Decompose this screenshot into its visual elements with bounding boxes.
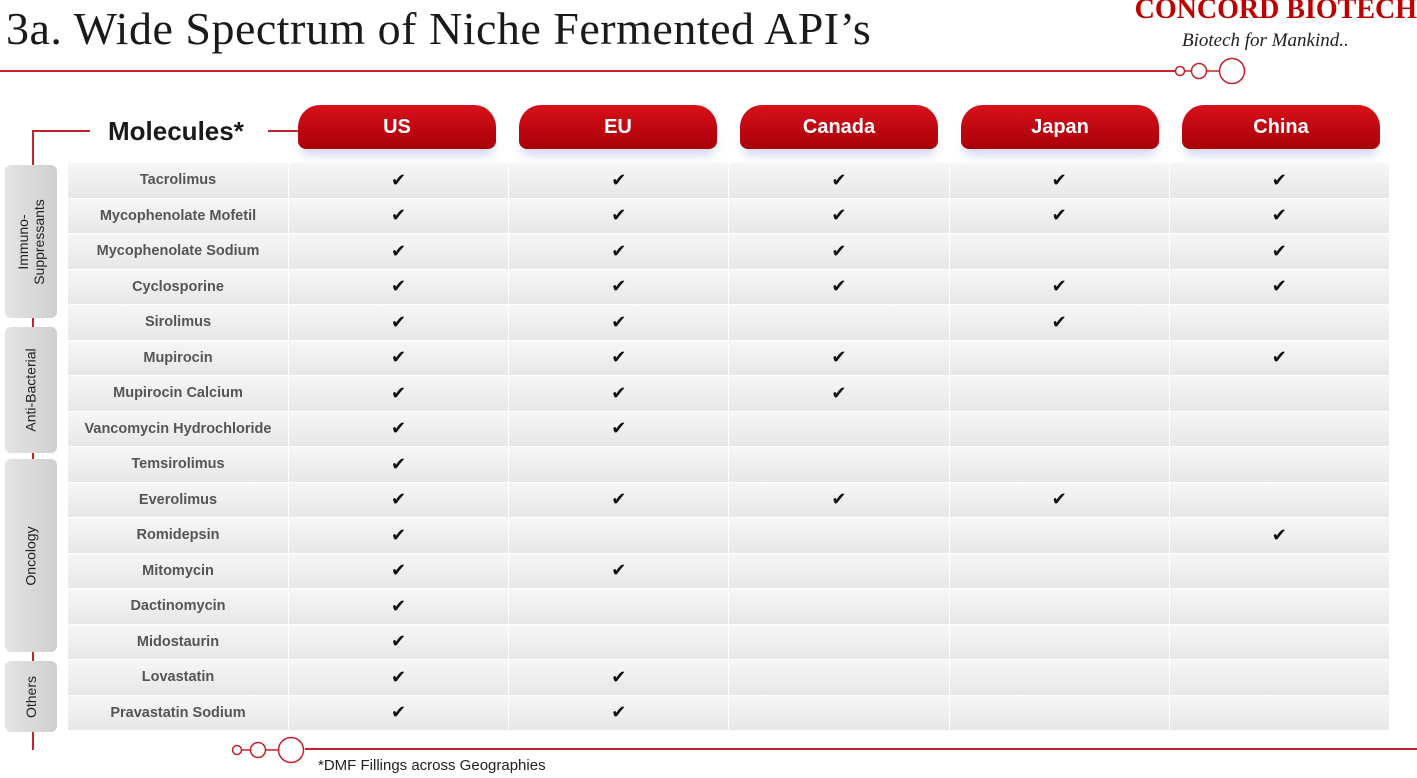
- molecule-name: Tacrolimus: [68, 163, 289, 199]
- check-icon: ✔: [729, 376, 949, 412]
- check-icon: ✔: [509, 270, 729, 306]
- column-header-japan: Japan: [961, 105, 1159, 149]
- molecule-name: Pravastatin Sodium: [68, 696, 289, 732]
- footnote: *DMF Fillings across Geographies: [318, 757, 546, 774]
- empty-cell: [729, 447, 949, 483]
- check-icon: ✔: [289, 447, 509, 483]
- header-rule-mid: [268, 130, 298, 132]
- check-icon: ✔: [950, 163, 1170, 199]
- molecules-header: Molecules*: [108, 116, 244, 146]
- column-header-canada: Canada: [740, 105, 938, 149]
- empty-cell: [1170, 696, 1390, 732]
- check-icon: ✔: [729, 270, 949, 306]
- molecule-name: Mycophenolate Sodium: [68, 234, 289, 270]
- check-icon: ✔: [729, 163, 949, 199]
- check-icon: ✔: [289, 234, 509, 270]
- empty-cell: [1170, 376, 1390, 412]
- check-icon: ✔: [289, 305, 509, 341]
- title-divider: [0, 70, 1185, 72]
- empty-cell: [1170, 305, 1390, 341]
- check-icon: ✔: [509, 234, 729, 270]
- brand-logo-text: CONCORD BIOTECH: [1134, 0, 1417, 25]
- empty-cell: [729, 696, 949, 732]
- empty-cell: [729, 660, 949, 696]
- empty-cell: [950, 554, 1170, 590]
- table-row: [68, 163, 1390, 199]
- check-icon: ✔: [289, 483, 509, 519]
- check-icon: ✔: [289, 660, 509, 696]
- empty-cell: [1170, 447, 1390, 483]
- molecule-name: Midostaurin: [68, 625, 289, 661]
- table-row: [68, 660, 1390, 696]
- check-icon: ✔: [289, 518, 509, 554]
- check-icon: ✔: [950, 199, 1170, 235]
- check-icon: ✔: [509, 412, 729, 448]
- check-icon: ✔: [289, 163, 509, 199]
- dmf-table: [68, 163, 1390, 731]
- empty-cell: [1170, 483, 1390, 519]
- check-icon: ✔: [729, 234, 949, 270]
- check-icon: ✔: [289, 696, 509, 732]
- page-title: 3a. Wide Spectrum of Niche Fermented API’s: [6, 3, 872, 54]
- table-row: [68, 696, 1390, 732]
- table-row: [68, 199, 1390, 235]
- empty-cell: [1170, 625, 1390, 661]
- check-icon: ✔: [509, 696, 729, 732]
- molecule-name: Cyclosporine: [68, 270, 289, 306]
- column-header-eu: EU: [519, 105, 717, 149]
- check-icon: ✔: [1170, 341, 1390, 377]
- check-icon: ✔: [289, 554, 509, 590]
- brand-tagline: Biotech for Mankind..: [1182, 30, 1349, 51]
- check-icon: ✔: [729, 483, 949, 519]
- empty-cell: [950, 234, 1170, 270]
- empty-cell: [509, 447, 729, 483]
- check-icon: ✔: [950, 270, 1170, 306]
- molecule-name: Vancomycin Hydrochloride: [68, 412, 289, 448]
- check-icon: ✔: [509, 199, 729, 235]
- table-row: [68, 270, 1390, 306]
- molecule-name: Lovastatin: [68, 660, 289, 696]
- check-icon: ✔: [289, 376, 509, 412]
- table-row: [68, 376, 1390, 412]
- empty-cell: [950, 376, 1170, 412]
- check-icon: ✔: [289, 625, 509, 661]
- check-icon: ✔: [289, 341, 509, 377]
- table-row: [68, 234, 1390, 270]
- check-icon: ✔: [289, 412, 509, 448]
- empty-cell: [1170, 554, 1390, 590]
- molecule-name: Dactinomycin: [68, 589, 289, 625]
- table-row: [68, 518, 1390, 554]
- table-row: [68, 341, 1390, 377]
- column-header-us: US: [298, 105, 496, 149]
- empty-cell: [950, 625, 1170, 661]
- empty-cell: [509, 518, 729, 554]
- footer-circles-icon: [228, 736, 308, 766]
- empty-cell: [1170, 412, 1390, 448]
- check-icon: ✔: [509, 483, 729, 519]
- check-icon: ✔: [950, 483, 1170, 519]
- check-icon: ✔: [509, 660, 729, 696]
- table-row: [68, 412, 1390, 448]
- check-icon: ✔: [1170, 163, 1390, 199]
- category-label: Others: [5, 661, 57, 732]
- empty-cell: [950, 518, 1170, 554]
- check-icon: ✔: [1170, 199, 1390, 235]
- molecule-name: Mupirocin Calcium: [68, 376, 289, 412]
- empty-cell: [729, 412, 949, 448]
- empty-cell: [950, 412, 1170, 448]
- check-icon: ✔: [1170, 234, 1390, 270]
- table-row: [68, 625, 1390, 661]
- empty-cell: [950, 341, 1170, 377]
- molecule-name: Sirolimus: [68, 305, 289, 341]
- header-rule-left: [32, 130, 90, 132]
- empty-cell: [729, 589, 949, 625]
- empty-cell: [950, 696, 1170, 732]
- check-icon: ✔: [1170, 270, 1390, 306]
- header-circles-icon: [1172, 56, 1248, 86]
- empty-cell: [950, 447, 1170, 483]
- check-icon: ✔: [289, 199, 509, 235]
- empty-cell: [509, 589, 729, 625]
- empty-cell: [1170, 660, 1390, 696]
- check-icon: ✔: [950, 305, 1170, 341]
- molecule-name: Mitomycin: [68, 554, 289, 590]
- check-icon: ✔: [729, 199, 949, 235]
- column-header-china: China: [1182, 105, 1380, 149]
- molecule-name: Everolimus: [68, 483, 289, 519]
- empty-cell: [1170, 589, 1390, 625]
- check-icon: ✔: [1170, 518, 1390, 554]
- check-icon: ✔: [509, 341, 729, 377]
- molecule-name: Temsirolimus: [68, 447, 289, 483]
- category-label: Anti-Bacterial: [5, 327, 57, 453]
- check-icon: ✔: [289, 589, 509, 625]
- empty-cell: [509, 625, 729, 661]
- molecule-name: Romidepsin: [68, 518, 289, 554]
- empty-cell: [950, 660, 1170, 696]
- category-label: Immuno- Suppressants: [5, 165, 57, 318]
- check-icon: ✔: [729, 341, 949, 377]
- table-row: [68, 447, 1390, 483]
- molecule-name: Mycophenolate Mofetil: [68, 199, 289, 235]
- check-icon: ✔: [509, 305, 729, 341]
- empty-cell: [729, 625, 949, 661]
- empty-cell: [950, 589, 1170, 625]
- table-row: [68, 305, 1390, 341]
- check-icon: ✔: [509, 554, 729, 590]
- table-row: [68, 483, 1390, 519]
- check-icon: ✔: [509, 163, 729, 199]
- check-icon: ✔: [289, 270, 509, 306]
- category-label: Oncology: [5, 459, 57, 652]
- molecule-name: Mupirocin: [68, 341, 289, 377]
- check-icon: ✔: [509, 376, 729, 412]
- table-row: [68, 589, 1390, 625]
- table-row: [68, 554, 1390, 590]
- empty-cell: [729, 305, 949, 341]
- footer-divider: [305, 748, 1417, 750]
- empty-cell: [729, 554, 949, 590]
- empty-cell: [729, 518, 949, 554]
